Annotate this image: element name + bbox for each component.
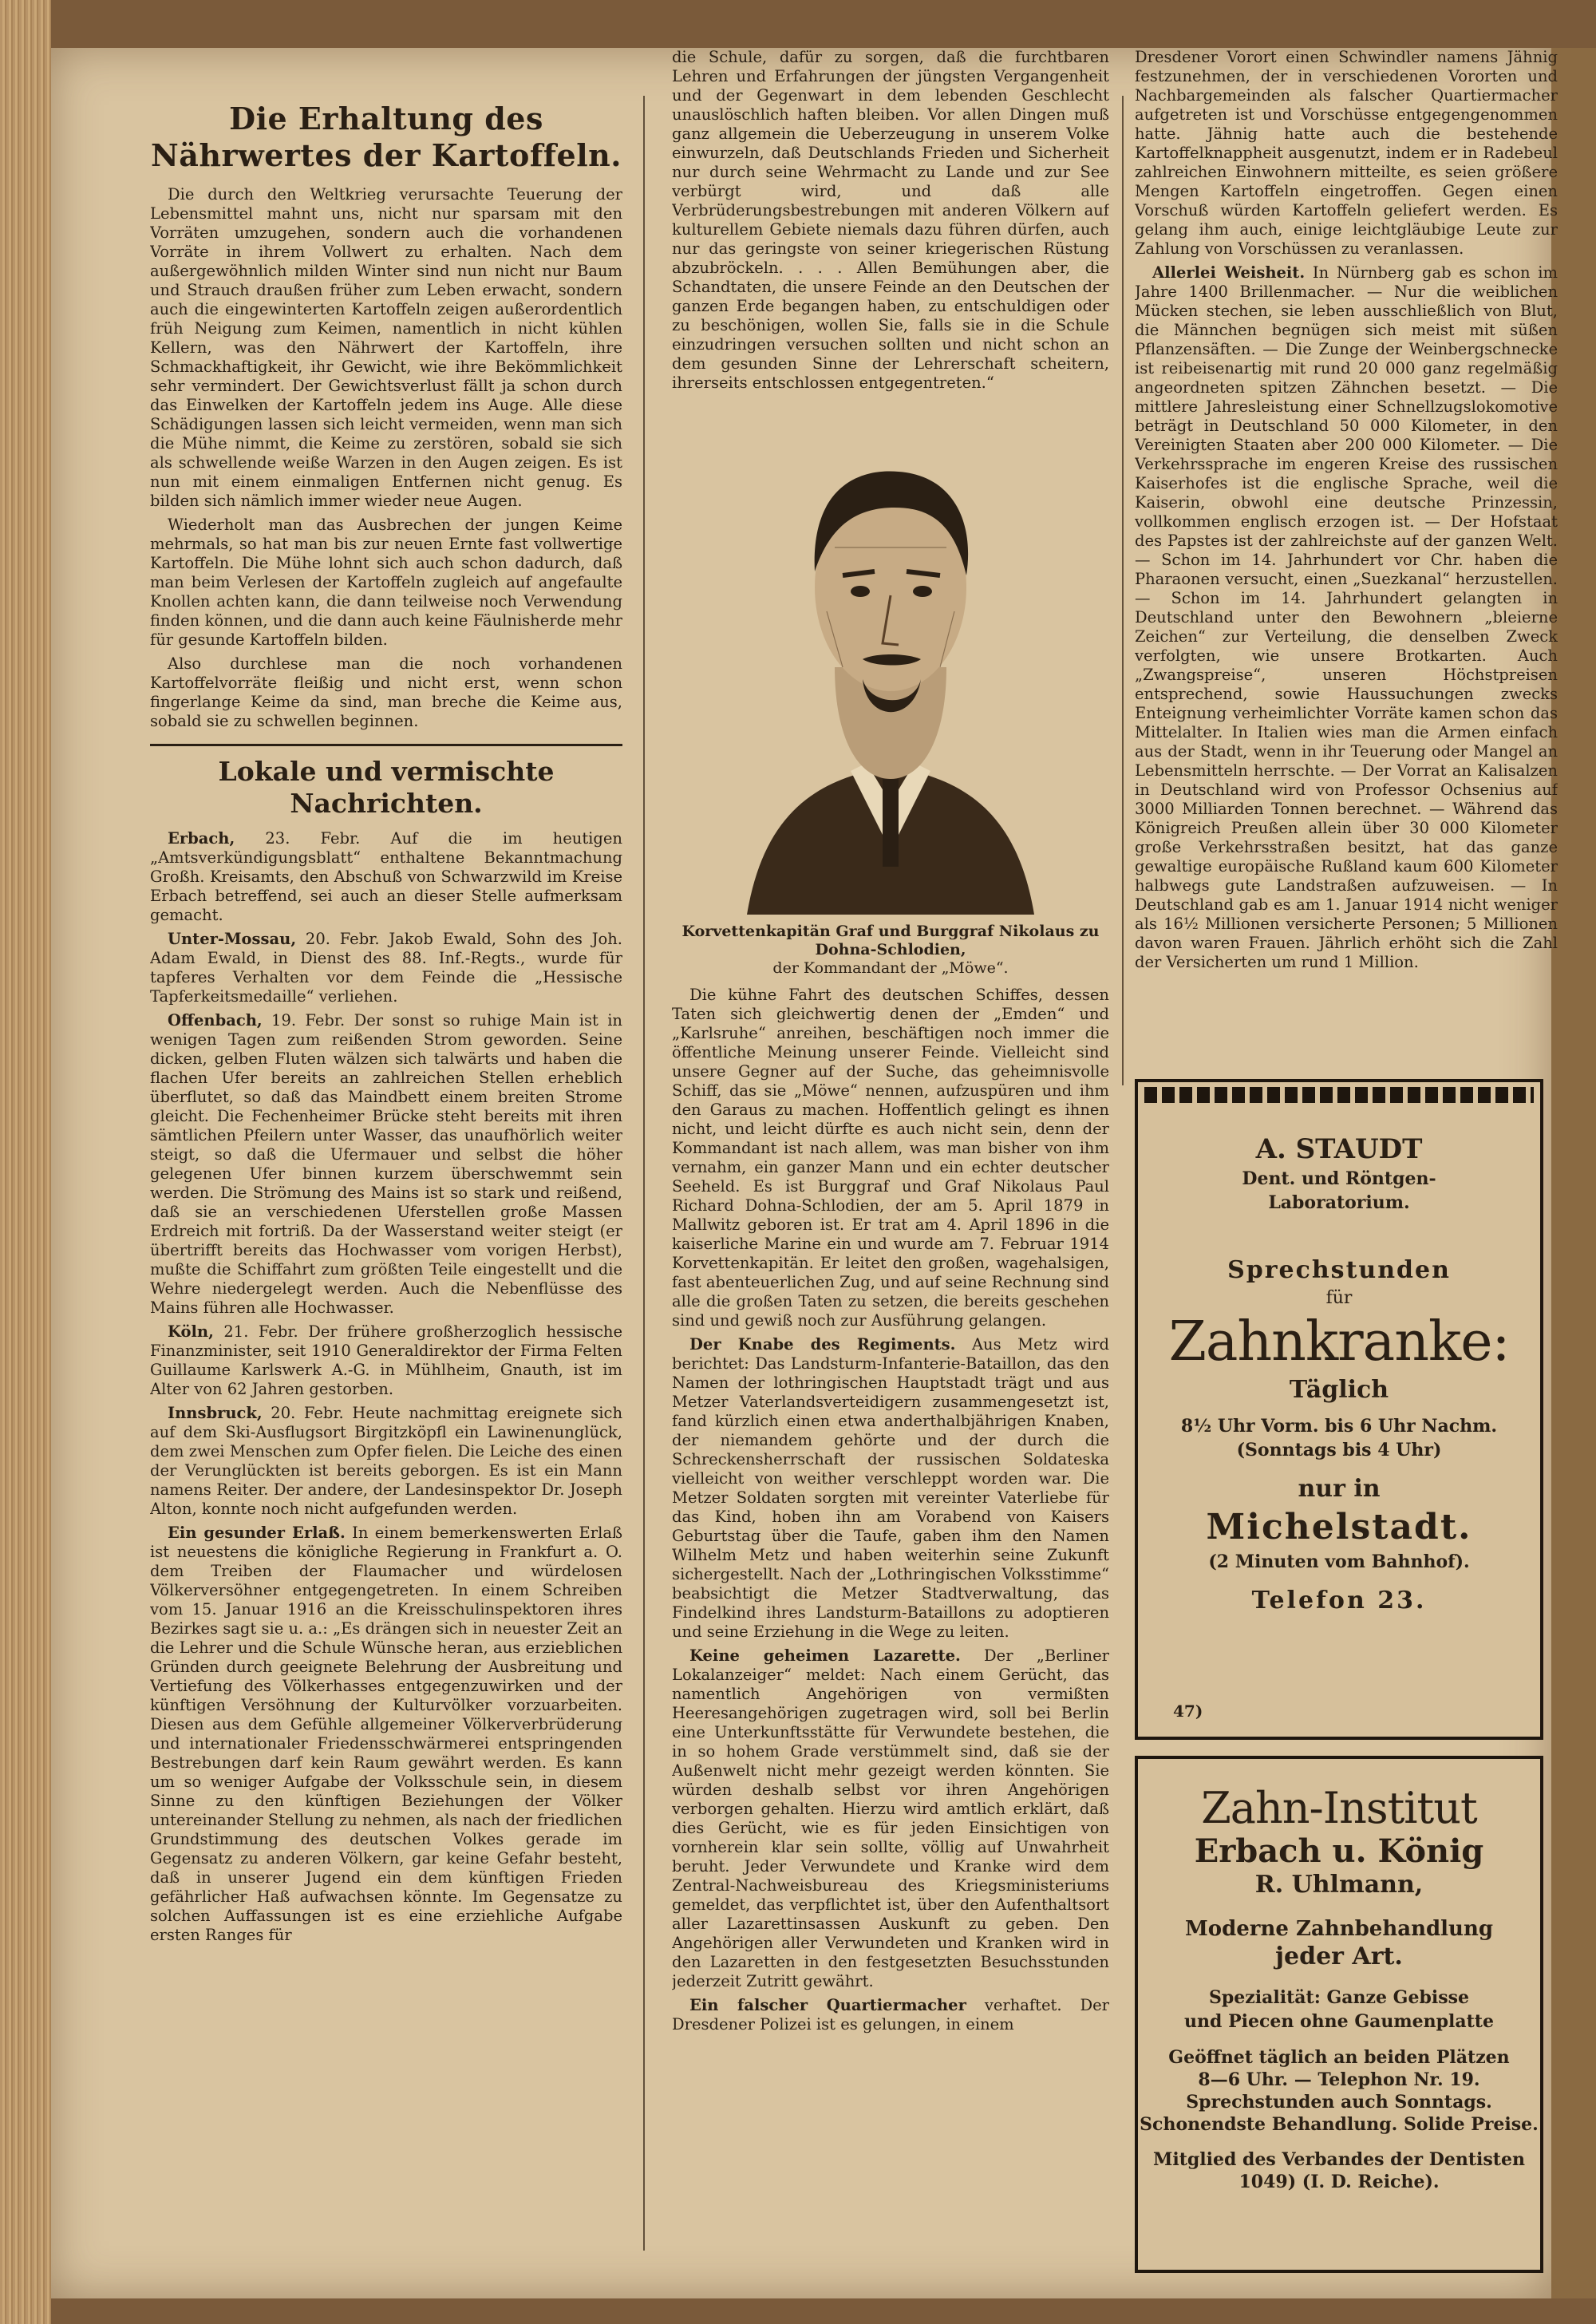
news-text: 23. Febr. Auf die im heutigen „Amtsverkündigungsblatt“ enthaltene Bekanntmachung Großh. Kreisamts, den Abschuß von Schwarzwild im Kreise Erbach betreffend, sei auch an dieser Stelle aufmerksam gemacht.	[150, 829, 622, 924]
ad-line: jeder Art.	[1275, 1943, 1403, 1970]
ad-line: Schonendste Behandlung. Solide Preise.	[1140, 2114, 1539, 2135]
column-rule	[643, 96, 645, 2251]
advertisement-staudt	[1135, 1079, 1543, 1740]
ad-line: nur in	[1298, 1475, 1381, 1503]
ad-line: Moderne Zahnbehandlung	[1184, 1917, 1494, 1941]
column-rule	[1122, 96, 1124, 1085]
news-item	[150, 930, 622, 1006]
ad-line: 1049) (I. D. Reiche).	[1238, 2172, 1440, 2192]
news-item	[150, 829, 622, 925]
news-item	[672, 1646, 1109, 1991]
news-text: 20. Febr. Heute nachmittag ereignete sich auf dem Ski-Ausflugsort Birgitzköpfl ein Lawinenunglück, dem zwei Menschen zum Opfer fielen. Die Leiche des einen der Verunglückten ist bereits geborgen. Es ist ein Mann namens Reiter. Der andere, der Landesinspektor Dr. Joseph Alton, konnte noch nicht aufgefunden werden.	[150, 1404, 622, 1518]
ad-subtitle: Dent. und Röntgen-	[1242, 1168, 1436, 1189]
book-binding	[0, 0, 51, 2324]
article-paragraph: Die durch den Weltkrieg verursachte Teuerung der Lebensmittel mahnt uns, nicht nur sparsam mit den Vorräten umzugehen, sondern auch die vorhandenen Vorräte in ihrem Vollwert zu erhalten. Nach dem außergewöhnlich milden Winter sind nun nicht nur Baum und Strauch draußen früher zum Leben erwacht, sondern auch die eingewinterten Kartoffeln zeigen außerordentlich früh Neigung zum Keimen, namentlich in nicht kühlen Kellern, was den Nährwert der Kartoffeln, ihre Schmackhaftigkeit, ihr Gewicht, wie ihre Bekömmlichkeit sehr vermindert. Der Gewichtsverlust fällt ja schon durch das Einwelken der Kartoffeln jedem ins Auge. Alle diese Schädigungen lassen sich leicht vermeiden, wenn man sich die Mühe nimmt, die Keime zu zerstören, sobald sie sich als schwellende weiße Warzen in den Augen zeigen. Es ist nun mit einem einmaligen Entfernen nicht genug. Es bilden sich nämlich immer wieder neue Augen.	[150, 185, 622, 510]
news-text: 21. Febr. Der frühere großherzoglich hessische Finanzminister, seit 1910 Generaldirektor der Firma Felten Guillaume Karlswerk A.-G. in Mühlheim, Gnauth, ist im Alter von 62 Jahren gestorben.	[150, 1322, 622, 1398]
ad-phone: Telefon 23.	[1251, 1587, 1427, 1615]
news-lead: Erbach,	[168, 829, 235, 848]
news-lead: Der Knabe des Regiments.	[689, 1335, 956, 1354]
news-lead: Unter-Mossau,	[168, 930, 297, 948]
article-title: Die Erhaltung des Nährwertes der Kartoffeln.	[151, 101, 622, 173]
section-title: Lokale und vermischte Nachrichten.	[150, 744, 622, 820]
news-lead: Ein gesunder Erlaß.	[168, 1524, 346, 1542]
news-item	[150, 1524, 622, 1945]
ad-line: und Piecen ohne Gaumenplatte	[1184, 2011, 1494, 2032]
ad-line: für	[1325, 1288, 1353, 1308]
ad-headline: Zahnkranke:	[1168, 1310, 1510, 1373]
portrait-caption	[672, 923, 1109, 978]
ad-line: (2 Minuten vom Bahnhof).	[1208, 1551, 1470, 1572]
ad-line: Geöffnet täglich an beiden Plätzen	[1168, 2047, 1510, 2068]
continuation-paragraph: die Schule, dafür zu sorgen, daß die furchtbaren Lehren und Erfahrungen der jüngsten Vergangenheit und der Gegenwart in dem lebenden Geschlecht unauslöschlich haften bleiben. Vor allen Dingen muß ganz allgemein die Ueberzeugung in unserem Volke einwurzeln, daß Deutschlands Frieden und Sicherheit nur durch seine Wehrmacht zu Lande und zur See verbürgt wird, und daß alle Verbrüderungsbestrebungen mit anderen Völkern auf kulturellem Gebiete niemals dazu führen dürfen, auch nur das geringste von seiner kriegerischen Rüstung abzubröckeln. . . . Allen Bemühungen aber, die Schandtaten, die unsere Feinde an den Deutschen der ganzen Erde begangen haben, zu entschuldigen oder zu beschönigen, wollen Sie, falls sie in die Schule einzudringen versuchen sollten und nicht schon an dem gesunden Sinne der Lehrerschaft scheitern, ihrerseits entschlossen entgegentreten.“	[672, 48, 1109, 392]
ad-name: A. STAUDT	[1255, 1133, 1423, 1165]
article-paragraph: Die kühne Fahrt des deutschen Schiffes, dessen Taten sich gleichwertig denen der „Emden“ und „Karlsruhe“ anreihen, beschäftigen noch immer die öffentliche Meinung unserer Feinde. Vielleicht sind unsere Gegner auf der Suche, das geheimnisvolle Schiff, das sie „Möwe“ nennen, aufzuspüren und ihm den Garaus zu machen. Hoffentlich gelingt es ihnen nicht, und leicht dürfte es auch nicht sein, denn der Kommandant ist nach allem, was man bisher von ihm vernahm, ein ganzer Mann und ein echter deutscher Seeheld. Es ist Burggraf und Graf Nikolaus Paul Richard Dohna-Schlodien, der am 5. April 1879 in Mallwitz geboren ist. Er trat am 4. April 1896 in die kaiserliche Marine ein und wurde am 7. Februar 1914 Korvettenkapitän. Er leitet den großen, wagehalsigen, fast abenteuerlichen Zug, und auf seine Rechnung sind alle die großen Taten zu setzen, die bereits geschehen sind und gewiß noch zur Ausführung gelangen.	[672, 986, 1109, 1330]
decorative-border	[1144, 1087, 1534, 1103]
ad-subtitle: Laboratorium.	[1268, 1192, 1410, 1213]
caption-subtitle: der Kommandant der „Möwe“.	[772, 959, 1009, 977]
ad-hours: 8½ Uhr Vorm. bis 6 Uhr Nachm.	[1180, 1416, 1498, 1437]
ad-number: 47)	[1173, 1702, 1203, 1721]
news-text: 20. Febr. Jakob Ewald, Sohn des Joh. Adam Ewald, in Dienst des 88. Inf.-Regts., wurde für tapferes Verhalten vor dem Feinde die „Hessische Tapferkeitsmedaille“ verliehen.	[150, 930, 622, 1006]
ad-line: Täglich	[1289, 1376, 1389, 1404]
ad-owner: R. Uhlmann,	[1254, 1871, 1424, 1899]
news-text: verhaftet. Der Dresdener Polizei ist es gelungen, in einem	[672, 1996, 1109, 2034]
column-1	[150, 48, 622, 2292]
caption-title: Korvettenkapitän Graf und Burggraf Nikolaus zu Dohna-Schlodien,	[681, 923, 1100, 958]
article-paragraph: Also durchlese man die noch vorhandenen Kartoffelvorräte fleißig und nicht erst, wenn schon fingerlange Keime da sind, man breche die Keime aus, sobald sie zu schwellen beginnen.	[150, 654, 622, 730]
news-item	[150, 1404, 622, 1519]
news-item	[672, 1335, 1109, 1642]
news-text: In Nürnberg gab es schon im Jahre 1400 Brillenmacher. — Nur die weiblichen Mücken stechen, sie leben ausschließlich von Blut, die Männchen begnügen sich meist mit süßen Pflanzensäften. — Die Zunge der Weinbergschnecke ist reibeisenartig mit rund 20 000 ganz regelmäßig angeordneten spitzen Zähnchen besetzt. — Die mittlere Jahresleistung einer Schnellzugslokomotive beträgt in Deutschland 50 000 Kilometer, in den Vereinigten Staaten aber 200 000 Kilometer. — Die Verkehrssprache im engeren Kreise des russischen Kaiserhofes ist die englische Sprache, weil die Kaiserin, obwohl eine deutsche Prinzessin, vollkommen englisch erzogen ist. — Der Hofstaat des Papstes ist der zahlreichste auf der ganzen Welt. — Schon im 14. Jahrhundert vor Chr. haben die Pharaonen versucht, einen „Suezkanal“ herzustellen. — Schon im 14. Jahrhundert gelangten in Deutschland unter den Bewohnern „bleierne Zeichen“ zur Verteilung, die denselben Zweck verfolgten, wie unsere Brotkarten. Auch „Zwangspreise“, unseren Höchstpreisen entsprechend, sowie Haussuchungen zwecks Enteignung verheimlichter Vorräte kamen schon das Mittelalter. In Italien wies man die Armen einfach aus der Stadt, wenn in ihr Teuerung oder Mangel an Lebensmitteln herrschte. — Der Vorrat an Kalisalzen in Deutschland wird von Professor Ochsenius auf 3000 Milliarden Tonnen berechnet. — Während das Königreich Preußen allein über 30 000 Kilometer große Verkehrsstraßen besitzt, hat das ganze gewaltige europäische Rußland kaum 600 Kilometer halbwegs gute Landstraßen aufzuweisen. — In Deutschland gab es am 1. Januar 1914 nicht weniger als 16½ Millionen versicherte Personen; 5 Millionen davon waren Frauen. Jährlich erhöht sich die Zahl der Versicherten um rund 1 Million.	[1135, 263, 1558, 971]
ad-line: Spezialität: Ganze Gebisse	[1209, 1987, 1469, 2008]
ad-line: Sprechstunden	[1227, 1256, 1451, 1284]
news-lead: Offenbach,	[168, 1011, 263, 1030]
news-lead: Allerlei Weisheit.	[1152, 263, 1306, 282]
ad-name: Erbach u. König	[1194, 1832, 1484, 1870]
news-text: Der „Berliner Lokalanzeiger“ meldet: Nach einem Gerücht, das namentlich Angehörigen von vermißten Heeresangehörigen zugetragen wird, soll bei Berlin eine Unterkunftsstätte für Verwundete bestehen, die in so hohem Grade verstümmelt sind, daß sie der Außenwelt nicht mehr gezeigt werden könnten. Sie würden deshalb selbst vor ihren Angehörigen verborgen gehalten. Hierzu wird amtlich erklärt, daß dies Gerücht, wie es für jeden Einsichtigen von vornherein klar sein sollte, völlig auf Unwahrheit beruht. Jeder Verwundete und Kranke wird dem Zentral-Nachweisbureau des Kriegsministeriums gemeldet, das verpflichtet ist, über den Aufenthaltsort aller Lazarettinsassen Auskunft zu geben. Den Angehörigen aller Verwundeten und Kranken wird in den Lazaretten in den festgesetzten Besuchsstunden jederzeit Zutritt gewährt.	[672, 1646, 1109, 1990]
ad-line: Sprechstunden auch Sonntags.	[1186, 2092, 1492, 2113]
article-paragraph: Wiederholt man das Ausbrechen der jungen Keime mehrmals, so hat man bis zur neuen Ernte fast vollwertige Kartoffeln. Die Mühe lohnt sich auch schon dadurch, daß man beim Verlesen der Kartoffeln zugleich auf angefaulte Knollen achten kann, die dann teilweise noch Verwendung finden können, und die dann auch keine Fäulnisherde mehr für gesunde Kartoffeln bilden.	[150, 516, 622, 649]
column-3	[1135, 48, 1558, 1063]
adjacent-page-edge	[1551, 48, 1596, 2298]
news-lead: Innsbruck,	[168, 1404, 263, 1422]
ad-town: Michelstadt.	[1206, 1507, 1472, 1547]
ad-line: Mitglied des Verbandes der Dentisten	[1153, 2149, 1525, 2170]
ad-headline: Zahn-Institut	[1201, 1783, 1477, 1833]
news-lead: Keine geheimen Lazarette.	[689, 1646, 961, 1665]
news-lead: Köln,	[168, 1322, 214, 1341]
news-text: 19. Febr. Der sonst so ruhige Main ist in wenigen Tagen zum reißenden Strom geworden. Seine dicken, gelben Fluten wälzen sich talwärts und haben die flachen Ufer bereits an zahlreichen Stellen erheblich überflutet, so daß das Maindbett einem breiten Strome gleicht. Die Fechenheimer Brücke steht bereits mit ihren sämtlichen Pfeilern unter Wasser, das unaufhörlich weiter steigt, so daß die Ufermauer und selbst die höher gelegenen Ufer binnen kurzem überschwemmt sein werden. Die Strömung des Mains ist so stark und reißend, daß sie an verschiedenen Uferstellen große Massen Erdreich mit fortriß. Da der Wasserstand weiter steigt (er übertrifft bereits das Hochwasser vom vorigen Herbst), mußte die Schiffahrt zum größten Teile eingestellt und die Wehre niedergelegt werden. Auch die Nebenflüsse des Mains führen alle Hochwasser.	[150, 1011, 622, 1317]
news-item	[1135, 263, 1558, 972]
news-item	[672, 1996, 1109, 2034]
news-item	[150, 1322, 622, 1399]
news-text: Aus Metz wird berichtet: Das Landsturm-Infanterie-Bataillon, das den Namen der lothringischen Hauptstadt trägt und aus Metzer Vaterlandsverteidigern zusammengesetzt ist, fand kürzlich einen etwa anderthalbjährigen Knaben, der niemandem gehörte und der durch die Schreckensherrschaft der russischen Soldateska vielleicht von weither verschleppt worden war. Die Metzer Soldaten sorgten mit vereinter Vaterliebe für das Kind, hoben ihn am Vorabend von Kaisers Geburtstag über die Taufe, gaben ihm den Namen Wilhelm Metz und haben weiterhin seine Zukunft sichergestellt. Nach der „Lothringischen Volksstimme“ beabsichtigt die Metzer Stadtverwaltung, das Findelkind ihres Landsturm-Bataillons zu adoptieren und seine Erziehung in die Wege zu leiten.	[672, 1335, 1109, 1641]
news-lead: Ein falscher Quartiermacher	[689, 1996, 966, 2014]
ad-hours: (Sonntags bis 4 Uhr)	[1236, 1440, 1442, 1460]
column-2	[672, 48, 1109, 2292]
continuation-paragraph: Dresdener Vorort einen Schwindler namens Jähnig festzunehmen, der in verschiedenen Vororten und Nachbargemeinden als falscher Quartiermacher aufgetreten ist und Vorschüsse entgegengenommen hatte. Jähnig hatte auch die bestehende Kartoffelknappheit ausgenutzt, indem er in Radebeul zahlreichen Einwohnern mitteilte, es seien größere Mengen Kartoffeln eingetroffen. Gegen einen Vorschuß würden Kartoffeln geliefert werden. Es gelang ihm auch, einige leichtgläubige Leute zur Zahlung von Vorschüssen zu veranlassen.	[1135, 48, 1558, 258]
news-text: In einem bemerkenswerten Erlaß ist neuestens die königliche Regierung in Frankfurt a. O. dem Treiben der Flaumacher und würdelosen Völkerversöhner entgegengetreten. In einem Schreiben vom 15. Januar 1916 an die Kreisschulinspektoren ihres Bezirkes sagt sie u. a.: „Es drängen sich in neuester Zeit an die Lehrer und die Schule Wünsche heran, aus erzieblichen Gründen durch geeignete Belehrung der Ausbreitung und Vertiefung des Völkerhasses entgegenzuwirken und der künftigen Versöhnung der Kulturvölker vorzuarbeiten. Diesen aus dem Gefühle allgemeiner Völkerverbrüderung und internationaler Friedensschwärmerei entspringenden Bestrebungen darf kein Raum gewährt werden. Es kann um so weniger Aufgabe der Volksschule sein, in diesem Sinne zu den künftigen Beziehungen der Völker untereinander Stellung zu nehmen, als nach der friedlichen Grundstimmung des deutschen Volkes gerade im Gegensatz zu anderen Völkern, gar keine Gefahr besteht, daß in unserer Jugend ein dem künftigen Frieden gefährlicher Haß aufwachsen könnte. Im Gegensatze zu solchen Auffassungen ist es eine erziehliche Aufgabe ersten Ranges für	[150, 1524, 622, 1944]
news-item	[150, 1011, 622, 1318]
portrait-engraving	[715, 404, 1066, 915]
ad-line: 8—6 Uhr. — Telephon Nr. 19.	[1198, 2069, 1480, 2090]
advertisement-zahn-institut	[1135, 1756, 1543, 2273]
